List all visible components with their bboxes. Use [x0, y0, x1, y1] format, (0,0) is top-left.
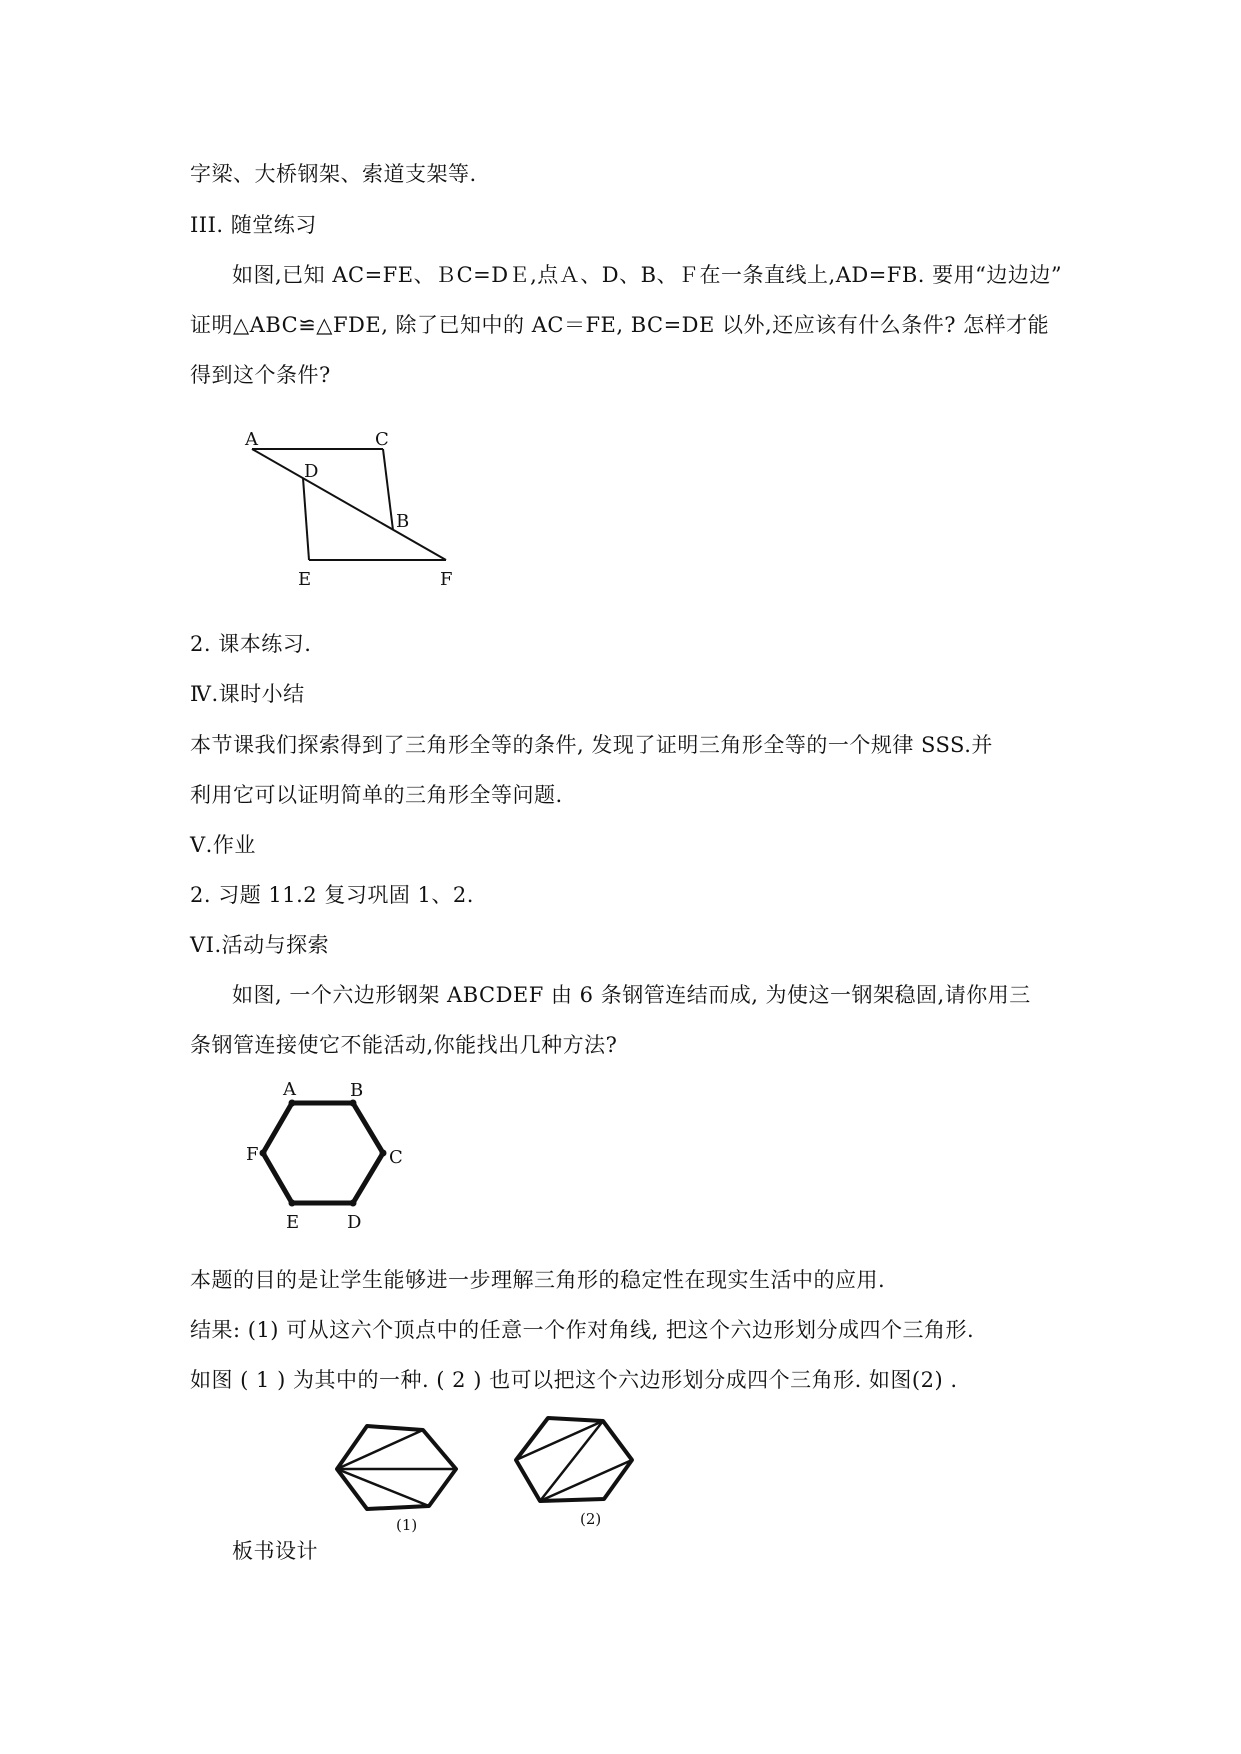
textbook-exercise: 2. 课本练习.: [190, 632, 312, 656]
hex-label-B: B: [350, 1080, 364, 1101]
purpose-text: 本题的目的是让学生能够进一步理解三角形的稳定性在现实生活中的应用.: [190, 1268, 886, 1292]
point-label-A: A: [245, 429, 258, 450]
segment-DE: [303, 478, 309, 560]
summary-text-line-1: 本节课我们探索得到了三角形全等的条件, 发现了证明三角形全等的一个规律 SSS.并: [190, 733, 993, 757]
point-label-F: F: [440, 569, 453, 590]
exercise-text-line-1: 如图,已知 AC=FE、ＢC=DＥ,点Ａ、D、B、Ｆ在一条直线上,AD=FB. 要用“边边边”: [232, 263, 1063, 287]
figure-hexagon: [240, 1075, 410, 1235]
activity-text-line-2: 条钢管连接使它不能活动,你能找出几种方法?: [190, 1033, 618, 1057]
caption-1: (1): [396, 1516, 418, 1534]
point-label-C: C: [375, 429, 389, 450]
vertex-A: [289, 1100, 296, 1107]
homework-item: 2. 习题 11.2 复习巩固 1、2.: [190, 883, 474, 907]
segment-AF: [252, 449, 446, 560]
result-text-line-2: 如图 ( 1 ) 为其中的一种. ( 2 ) 也可以把这个六边形划分成四个三角形. 如图(2) .: [190, 1368, 958, 1392]
figure-divided-hexagons: [320, 1410, 650, 1534]
activity-text-line-1: 如图, 一个六边形钢架 ABCDEF 由 6 条钢管连结而成, 为使这一钢架稳固,请你用三: [232, 983, 1031, 1007]
section-heading-practice: III. 随堂练习: [190, 213, 317, 237]
segment-CB: [383, 449, 393, 530]
hex-label-F: F: [246, 1144, 259, 1165]
hexagon-outline: [263, 1103, 383, 1203]
board-design-heading: 板书设计: [232, 1539, 318, 1563]
exercise-text-line-3: 得到这个条件?: [190, 363, 331, 387]
section-heading-homework: Ⅴ.作业: [190, 833, 256, 857]
hexagon-division-2: [516, 1418, 632, 1501]
vertex-D: [350, 1200, 357, 1207]
section-heading-activity: VI.活动与探索: [190, 933, 330, 957]
text-line-continuation: 字梁、大桥钢架、索道支架等.: [190, 162, 477, 186]
hex-label-D: D: [347, 1212, 362, 1233]
result-text-line-1: 结果: (1) 可从这六个顶点中的任意一个作对角线, 把这个六边形划分成四个三角形.: [190, 1318, 975, 1342]
point-label-E: E: [298, 569, 312, 590]
vertex-E: [289, 1200, 296, 1207]
summary-text-line-2: 利用它可以证明简单的三角形全等问题.: [190, 783, 563, 807]
exercise-text-line-2: 证明△ABC≌△FDE, 除了已知中的 AC＝FE, BC=DE 以外,还应该有什么条件? 怎样才能: [190, 313, 1050, 337]
hex-label-E: E: [286, 1212, 300, 1233]
hex-label-C: C: [389, 1147, 403, 1168]
figure-triangles: [240, 420, 470, 590]
point-label-D: D: [304, 461, 319, 482]
section-heading-summary: Ⅳ.课时小结: [190, 682, 305, 706]
hex-label-A: A: [283, 1079, 296, 1100]
point-label-B: B: [396, 511, 410, 532]
vertex-F: [260, 1150, 267, 1157]
caption-2: (2): [580, 1510, 602, 1528]
vertex-C: [380, 1150, 387, 1157]
hexagon-division-1: [337, 1426, 456, 1509]
